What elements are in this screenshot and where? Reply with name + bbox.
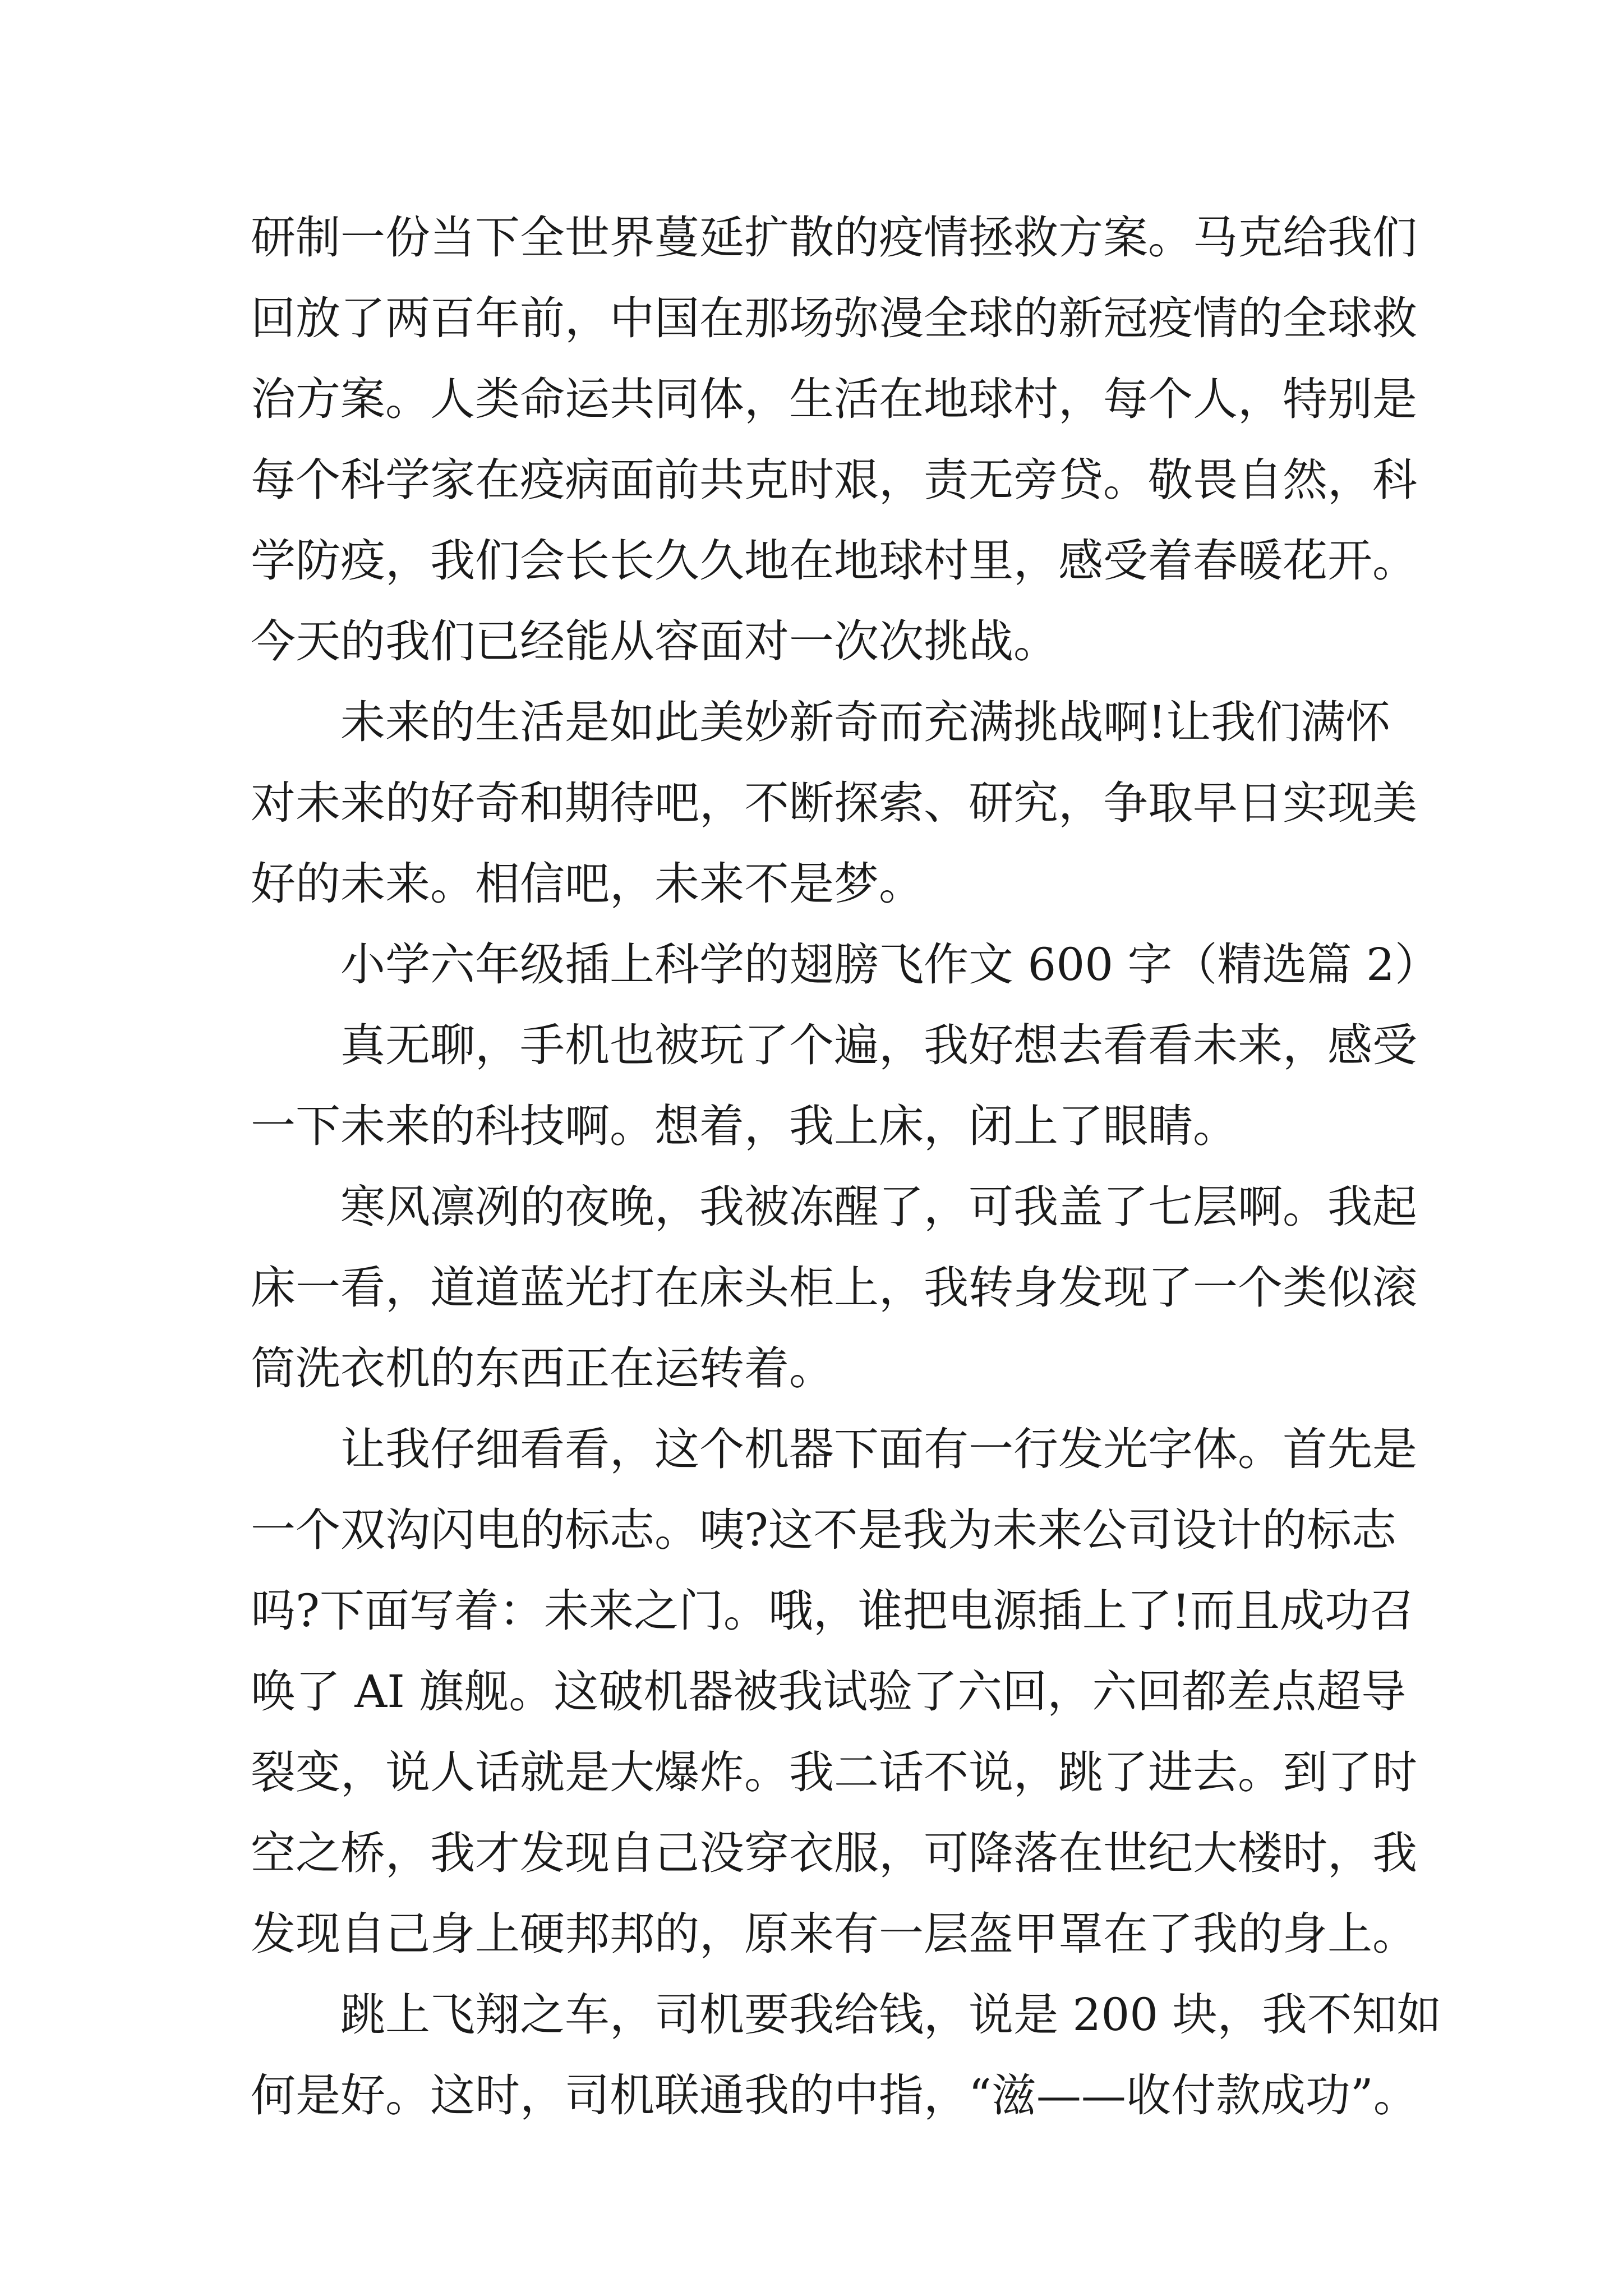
text-line: 好的未来。相信吧，未来不是梦。 xyxy=(251,858,924,910)
paragraph-start-line: 寒风凛冽的夜晚，我被冻醒了，可我盖了七层啊。我起 xyxy=(340,1181,1417,1233)
text-line: 何是好。这时，司机联通我的中指，“滋——收付款成功”。 xyxy=(251,2069,1418,2122)
paragraph-start-line: 跳上飞翔之车，司机要我给钱，说是 200 块，我不知如 xyxy=(340,1989,1442,2041)
text-line: 学防疫，我们会长长久久地在地球村里，感受着春暖花开。 xyxy=(251,535,1417,587)
section-heading: 小学六年级插上科学的翅膀飞作文 600 字（精选篇 2） xyxy=(340,938,1440,991)
text-line: 一个双沟闪电的标志。咦?这不是我为未来公司设计的标志 xyxy=(251,1504,1396,1556)
text-line: 今天的我们已经能从容面对一次次挑战。 xyxy=(251,615,1058,668)
text-line: 每个科学家在疫病面前共克时艰，责无旁贷。敬畏自然，科 xyxy=(251,454,1417,506)
text-line: 床一看，道道蓝光打在床头柜上，我转身发现了一个类似滚 xyxy=(251,1262,1417,1314)
text-line: 对未来的好奇和期待吧，不断探索、研究，争取早日实现美 xyxy=(251,777,1417,829)
text-line: 裂变，说人话就是大爆炸。我二话不说，跳了进去。到了时 xyxy=(251,1746,1417,1798)
text-line: 一下未来的科技啊。想着，我上床，闭上了眼睛。 xyxy=(251,1100,1238,1152)
text-line: 唤了 AI 旗舰。这破机器被我试验了六回，六回都差点超导 xyxy=(251,1665,1407,1718)
paragraph-start-line: 让我仔细看看，这个机器下面有一行发光字体。首先是 xyxy=(340,1423,1417,1475)
article-body xyxy=(251,197,1442,2136)
text-line: 筒洗衣机的东西正在运转着。 xyxy=(251,1342,834,1395)
paragraph-start-line: 未来的生活是如此美妙新奇而充满挑战啊!让我们满怀 xyxy=(340,696,1391,748)
paragraph-start-line: 真无聊，手机也被玩了个遍，我好想去看看未来，感受 xyxy=(340,1019,1417,1071)
text-line: 治方案。人类命运共同体，生活在地球村，每个人，特别是 xyxy=(251,373,1417,425)
text-line: 研制一份当下全世界蔓延扩散的疫情拯救方案。马克给我们 xyxy=(251,211,1417,264)
text-line: 回放了两百年前，中国在那场弥漫全球的新冠疫情的全球救 xyxy=(251,292,1417,344)
text-line: 发现自己身上硬邦邦的，原来有一层盔甲罩在了我的身上。 xyxy=(251,1908,1417,1960)
text-line: 空之桥，我才发现自己没穿衣服，可降落在世纪大楼时，我 xyxy=(251,1827,1417,1879)
text-line: 吗?下面写着：未来之门。哦，谁把电源插上了!而且成功召 xyxy=(251,1585,1415,1637)
